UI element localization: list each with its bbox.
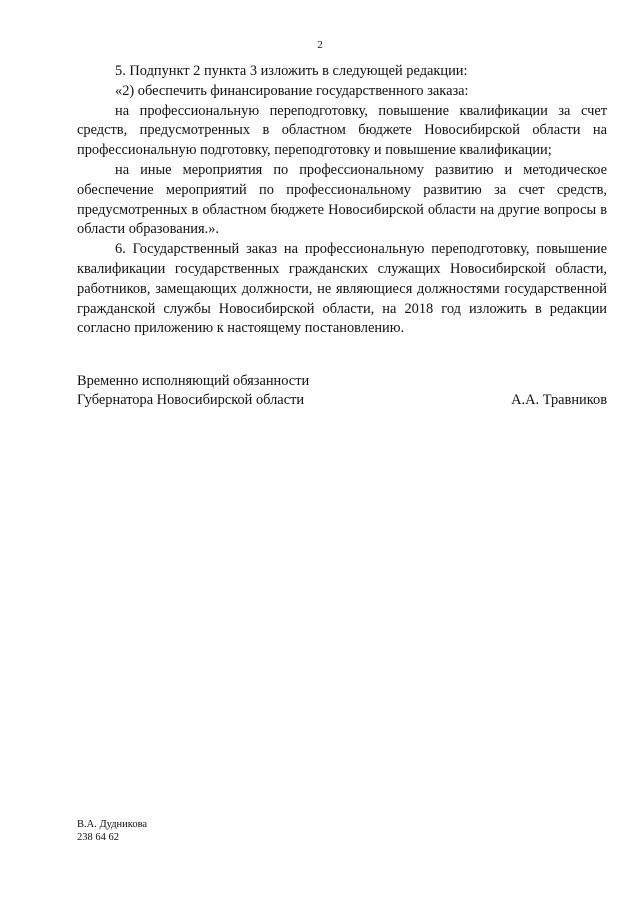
signatory-position-line1: Временно исполняющий обязанности (77, 373, 310, 389)
signature-block (77, 372, 607, 410)
paragraph-retraining: на профессиональную переподготовку, повышение квалификации за счет средств, предусмотренных в областном бюджете Новосибирской области на профессиональную подготовку, переподготовку и повышение квалификации; (77, 102, 607, 159)
paragraph-item-6: 6. Государственный заказ на профессиональную переподготовку, повышение квалификации государственных гражданских служащих Новосибирской области, работников, замещающих должности, не являющиеся должностями государственной гражданской службы Новосибирской области, на 2018 год изложить в редакции согласно приложению к настоящему постановлению. (77, 241, 607, 337)
executor-footer (77, 818, 147, 844)
signatory-position-line2: Губернатора Новосибирской области (77, 392, 305, 408)
paragraph-item-5: 5. Подпункт 2 пункта 3 изложить в следующей редакции: (115, 63, 468, 79)
document-body (77, 62, 607, 339)
executor-name: В.А. Дудникова (77, 819, 148, 830)
paragraph-other-measures: на иные мероприятия по профессиональному развитию и методическое обеспечение мероприятий по профессиональному развитию за счет средств, предусмотренных в областном бюджете Новосибирской области на другие вопросы в области образования.». (77, 161, 607, 238)
paragraph-subitem-2: «2) обеспечить финансирование государственного заказа: (115, 82, 469, 99)
executor-phone: 238 64 62 (77, 832, 119, 843)
signatory-name: А.А. Травников (511, 392, 607, 408)
page-number: 2 (317, 39, 323, 51)
